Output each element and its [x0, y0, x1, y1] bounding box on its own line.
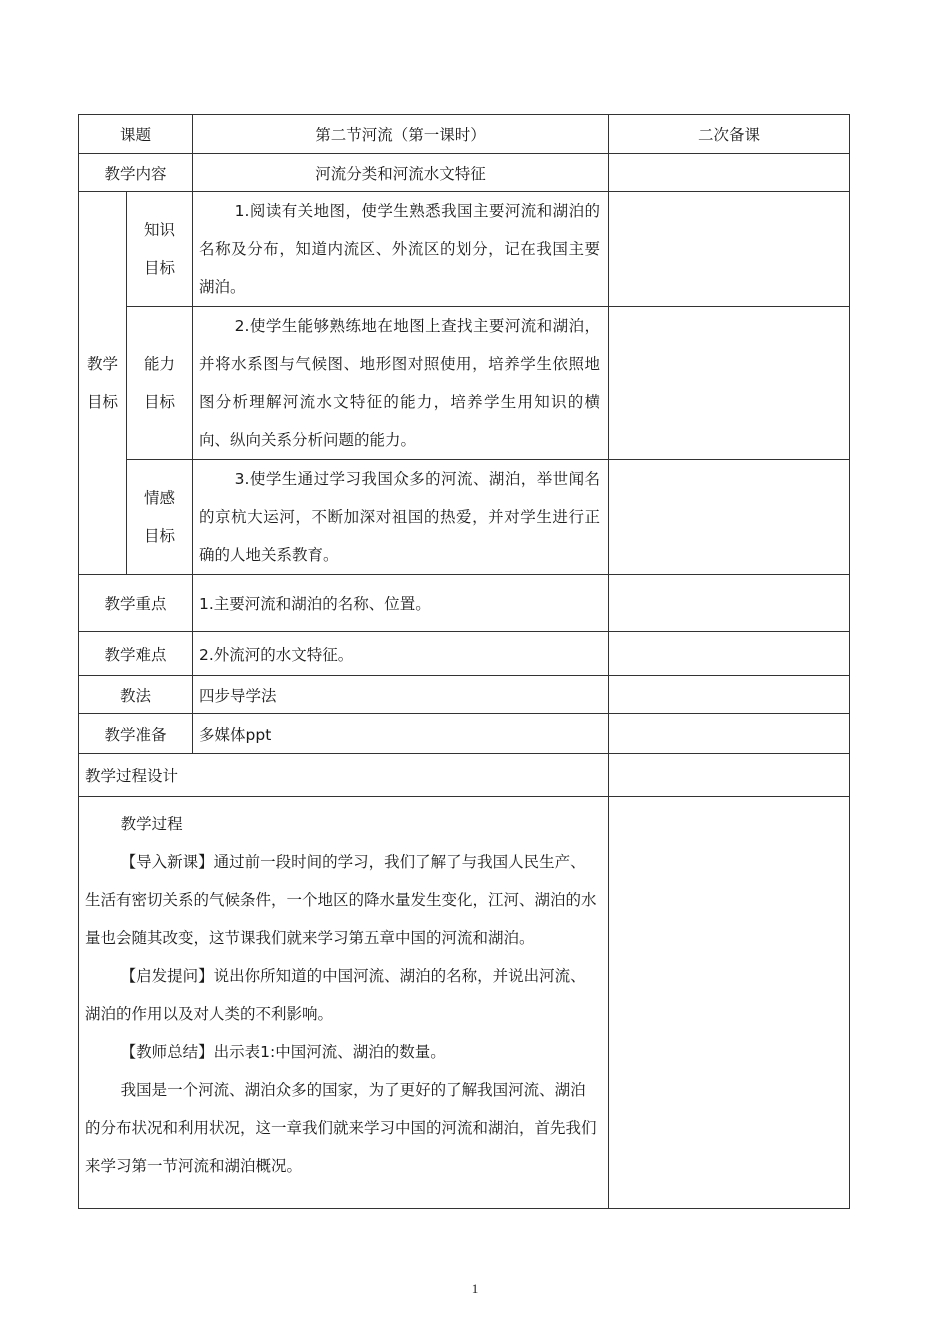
second-prep-cell: [609, 307, 850, 460]
knowledge-goal-row: [79, 192, 850, 307]
method-value: 四步导学法: [193, 676, 609, 714]
goals-group-label: [79, 192, 127, 575]
emotion-goal-text: 3.使学生通过学习我国众多的河流、湖泊，举世闻名的京杭大运河，不断加深对祖国的热爱，并对学生进行正确的人地关系教育。: [193, 460, 609, 575]
second-prep-cell: [609, 676, 850, 714]
key-point-label: 教学重点: [79, 575, 193, 632]
goals-group-label-line2: 目标: [86, 393, 118, 411]
summary-label: 【教师总结】: [120, 1043, 214, 1061]
knowledge-goal-text: 1.阅读有关地图，使学生熟悉我国主要河流和湖泊的名称及分布，知道内流区、外流区的划分，记在我国主要湖泊。: [193, 192, 609, 307]
content-value: 河流分类和河流水文特征: [193, 154, 609, 192]
second-prep-header: 二次备课: [609, 115, 850, 154]
closing-paragraph: 我国是一个河流、湖泊众多的国家，为了更好的了解我国河流、湖泊的分布状况和利用状况，这一章我们就来学习中国的河流和湖泊，首先我们来学习第一节河流和湖泊概况。: [85, 1081, 597, 1175]
second-prep-cell: [609, 192, 850, 307]
design-label: 教学过程设计: [79, 754, 609, 797]
process-heading: 教学过程: [120, 815, 183, 833]
difficulty-row: [79, 632, 850, 676]
preparation-label: 教学准备: [79, 714, 193, 754]
course-title: 第二节河流（第一课时）: [193, 115, 609, 154]
process-row: [79, 797, 850, 1209]
difficulty-label: 教学难点: [79, 632, 193, 676]
goals-group-label-line1: 教学: [86, 355, 118, 373]
intro-text: 通过前一段时间的学习，我们了解了与我国人民生产、生活有密切关系的气候条件，一个地区的降水量发生变化，江河、湖泊的水量也会随其改变，这节课我们就来学习第五章中国的河流和湖泊。: [85, 853, 597, 947]
intro-paragraph: [85, 843, 600, 957]
ability-goal-row: [79, 307, 850, 460]
second-prep-cell: [609, 575, 850, 632]
intro-label: 【导入新课】: [120, 853, 214, 871]
course-label: 课题: [79, 115, 193, 154]
second-prep-cell: [609, 714, 850, 754]
design-row: [79, 754, 850, 797]
title-row: [79, 115, 850, 154]
method-row: [79, 676, 850, 714]
emotion-goal-label: 情感 目标: [127, 460, 193, 575]
preparation-value: 多媒体ppt: [193, 714, 609, 754]
key-point-row: [79, 575, 850, 632]
question-label: 【启发提问】: [120, 967, 214, 985]
summary-paragraph: [85, 1033, 600, 1071]
ability-goal-text: 2.使学生能够熟练地在地图上查找主要河流和湖泊，并将水系图与气候图、地形图对照使用，培养学生依照地图分析理解河流水文特征的能力，培养学生用知识的横向、纵向关系分析问题的能力。: [193, 307, 609, 460]
second-prep-cell: [609, 797, 850, 1209]
emotion-goal-row: [79, 460, 850, 575]
process-cell: [79, 797, 609, 1209]
second-prep-cell: [609, 632, 850, 676]
content-row: [79, 154, 850, 192]
preparation-row: [79, 714, 850, 754]
question-text: 说出你所知道的中国河流、湖泊的名称，并说出河流、湖泊的作用以及对人类的不利影响。: [85, 967, 586, 1023]
key-point-value: 1.主要河流和湖泊的名称、位置。: [193, 575, 609, 632]
summary-text: 出示表1:中国河流、湖泊的数量。: [213, 1043, 446, 1061]
page-number: 1: [471, 1281, 479, 1296]
second-prep-cell: [609, 754, 850, 797]
second-prep-cell: [609, 154, 850, 192]
lesson-plan-table: [78, 114, 850, 1209]
content-label: 教学内容: [79, 154, 193, 192]
question-paragraph: [85, 957, 600, 1033]
difficulty-value: 2.外流河的水文特征。: [193, 632, 609, 676]
method-label: 教法: [79, 676, 193, 714]
second-prep-cell: [609, 460, 850, 575]
ability-goal-label: 能力 目标: [127, 307, 193, 460]
knowledge-goal-label: 知识 目标: [127, 192, 193, 307]
